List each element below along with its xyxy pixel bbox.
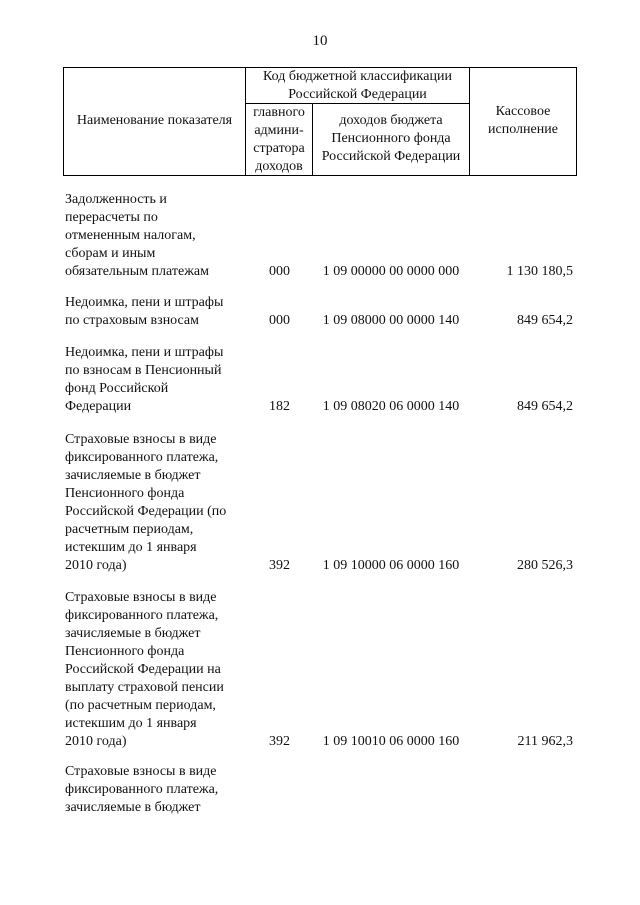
row-amount: 1 130 180,5 <box>506 264 573 279</box>
row-name-line: Пенсионного фонда <box>65 486 185 501</box>
header-bcc-line: Российской Федерации <box>288 87 427 102</box>
row-name-line: истекшим до 1 января <box>65 716 197 731</box>
row-name-line: зачисляемые в бюджет <box>65 468 201 483</box>
header-admin-column <box>246 104 312 176</box>
header-income-column <box>313 112 469 166</box>
header-border-bottom <box>63 175 577 176</box>
row-admin-code: 392 <box>269 558 290 573</box>
row-name-line: Страховые взносы в виде <box>65 764 217 779</box>
row-amount: 211 962,3 <box>517 734 573 749</box>
row-name <box>65 589 245 751</box>
table-row <box>0 589 640 751</box>
row-name-line: фонд Российской <box>65 381 169 396</box>
row-name <box>65 431 245 575</box>
row-name-line: Недоимка, пени и штрафы <box>65 345 224 360</box>
header-amount-line: Кассовое <box>495 104 551 119</box>
table-row <box>0 344 640 416</box>
row-name <box>65 763 245 817</box>
row-admin-code: 000 <box>269 313 290 328</box>
row-name-line: зачисляемые в бюджет <box>65 626 201 641</box>
header-border-right <box>576 67 577 176</box>
row-name-line: фиксированного платежа, <box>65 608 219 623</box>
row-name <box>65 191 245 281</box>
row-name-line: фиксированного платежа, <box>65 782 219 797</box>
table-row <box>0 191 640 281</box>
header-name-column <box>64 112 245 130</box>
row-name-line: истекшим до 1 января <box>65 540 197 555</box>
row-name-line: фиксированного платежа, <box>65 450 219 465</box>
header-admin-line: стратора <box>253 141 305 156</box>
row-name-line: 2010 года) <box>65 558 127 573</box>
row-budget-code: 1 09 00000 00 0000 000 <box>322 264 460 279</box>
row-name-line: обязательным платежам <box>65 264 209 279</box>
row-admin-code: 392 <box>269 734 290 749</box>
row-name-line: Задолженность и <box>65 192 167 207</box>
row-name-line: по страховым взносам <box>65 313 199 328</box>
header-amount-line: исполнение <box>488 122 558 137</box>
row-name-line: перерасчеты по <box>65 210 158 225</box>
row-name-line: Российской Федерации (по <box>65 504 227 519</box>
header-admin-line: админи- <box>254 123 304 138</box>
row-name-line: Страховые взносы в виде <box>65 432 217 447</box>
row-name-line: сборам и иным <box>65 246 156 261</box>
header-amount-column <box>470 103 576 139</box>
table-row <box>0 763 640 817</box>
row-name <box>65 344 245 416</box>
table-header <box>63 67 577 176</box>
header-bcc-group <box>246 68 469 104</box>
row-admin-code: 182 <box>269 399 290 414</box>
row-name <box>65 294 245 330</box>
row-name-line: Недоимка, пени и штрафы <box>65 295 224 310</box>
header-income-line: Пенсионного фонда <box>331 131 451 146</box>
row-amount: 280 526,3 <box>517 558 573 573</box>
table-row <box>0 431 640 575</box>
row-amount: 849 654,2 <box>517 399 573 414</box>
table-row <box>0 294 640 330</box>
header-admin-line: доходов <box>255 159 303 174</box>
row-name-line: отмененным налогам, <box>65 228 196 243</box>
row-name-line: Федерации <box>65 399 132 414</box>
row-name-line: Страховые взносы в виде <box>65 590 217 605</box>
header-income-line: Российской Федерации <box>321 149 461 164</box>
row-budget-code: 1 09 08000 00 0000 140 <box>322 313 460 328</box>
header-income-line: доходов бюджета <box>339 113 443 128</box>
row-budget-code: 1 09 10000 06 0000 160 <box>322 558 460 573</box>
page-number: 10 <box>312 33 328 49</box>
row-name-line: (по расчетным периодам, <box>65 698 216 713</box>
row-name-line: расчетным периодам, <box>65 522 194 537</box>
header-name-text: Наименование показателя <box>76 113 233 128</box>
row-budget-code: 1 09 08020 06 0000 140 <box>322 399 460 414</box>
header-bcc-line: Код бюджетной классификации <box>263 69 452 84</box>
row-name-line: выплату страховой пенсии <box>65 680 224 695</box>
row-name-line: зачисляемые в бюджет <box>65 800 201 815</box>
row-name-line: по взносам в Пенсионный <box>65 363 222 378</box>
row-name-line: Российской Федерации на <box>65 662 221 677</box>
header-admin-line: главного <box>253 105 305 120</box>
row-amount: 849 654,2 <box>517 313 573 328</box>
row-name-line: Пенсионного фонда <box>65 644 185 659</box>
row-admin-code: 000 <box>269 264 290 279</box>
row-name-line: 2010 года) <box>65 734 127 749</box>
row-budget-code: 1 09 10010 06 0000 160 <box>322 734 460 749</box>
